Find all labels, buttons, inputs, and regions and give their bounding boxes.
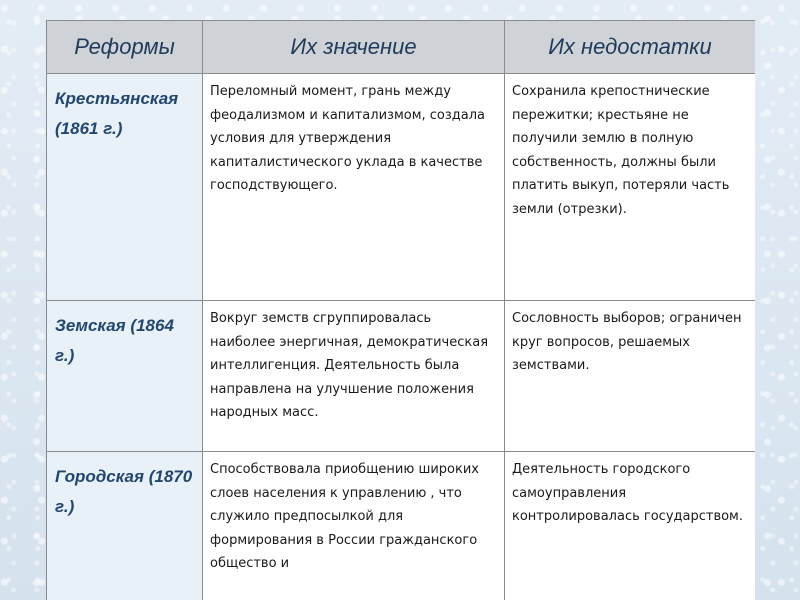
reform-name: Земская (1864 г.) bbox=[55, 316, 174, 365]
table-row bbox=[47, 74, 756, 301]
shortcomings-text: Сохранила крепостнические пережитки; крестьяне не получили землю в полную собственность, должны были платить выкуп, потеряли часть земли (отрезки). bbox=[512, 84, 730, 217]
significance-text: Переломный момент, грань между феодализмом и капитализмом, создала условия для утверждения капиталистического уклада в качестве господствующего. bbox=[210, 84, 486, 194]
shortcomings-text: Деятельность городского самоуправления контролировалась государством. bbox=[512, 462, 743, 525]
table-header-row bbox=[47, 21, 756, 74]
significance-cell bbox=[203, 74, 505, 301]
table-row bbox=[47, 301, 756, 452]
shortcomings-text: Сословность выборов; ограничен круг вопросов, решаемых земствами. bbox=[512, 311, 742, 374]
significance-text: Способствовала приобщению широких слоев населения к управлению , что служило предпосылкой для формирования в России гражданского общество и bbox=[210, 462, 480, 572]
reforms-table bbox=[46, 20, 755, 600]
table-row bbox=[47, 452, 756, 600]
reform-cell bbox=[47, 452, 203, 600]
reform-name: Городская (1870 г.) bbox=[55, 467, 193, 516]
shortcomings-cell bbox=[505, 301, 756, 452]
header-shortcomings: Их недостатки bbox=[505, 21, 756, 74]
significance-cell bbox=[203, 452, 505, 600]
reform-name: Крестьянская (1861 г.) bbox=[55, 89, 179, 138]
significance-text: Вокруг земств сгруппировалась наиболее энергичная, демократическая интеллигенция. Деятельность была направлена на улучшение положения народных масс. bbox=[210, 311, 489, 421]
reform-cell bbox=[47, 301, 203, 452]
reform-cell bbox=[47, 74, 203, 301]
header-reforms: Реформы bbox=[47, 21, 203, 74]
significance-cell bbox=[203, 301, 505, 452]
header-significance: Их значение bbox=[203, 21, 505, 74]
reforms-table-container bbox=[46, 20, 755, 600]
shortcomings-cell bbox=[505, 74, 756, 301]
shortcomings-cell bbox=[505, 452, 756, 600]
